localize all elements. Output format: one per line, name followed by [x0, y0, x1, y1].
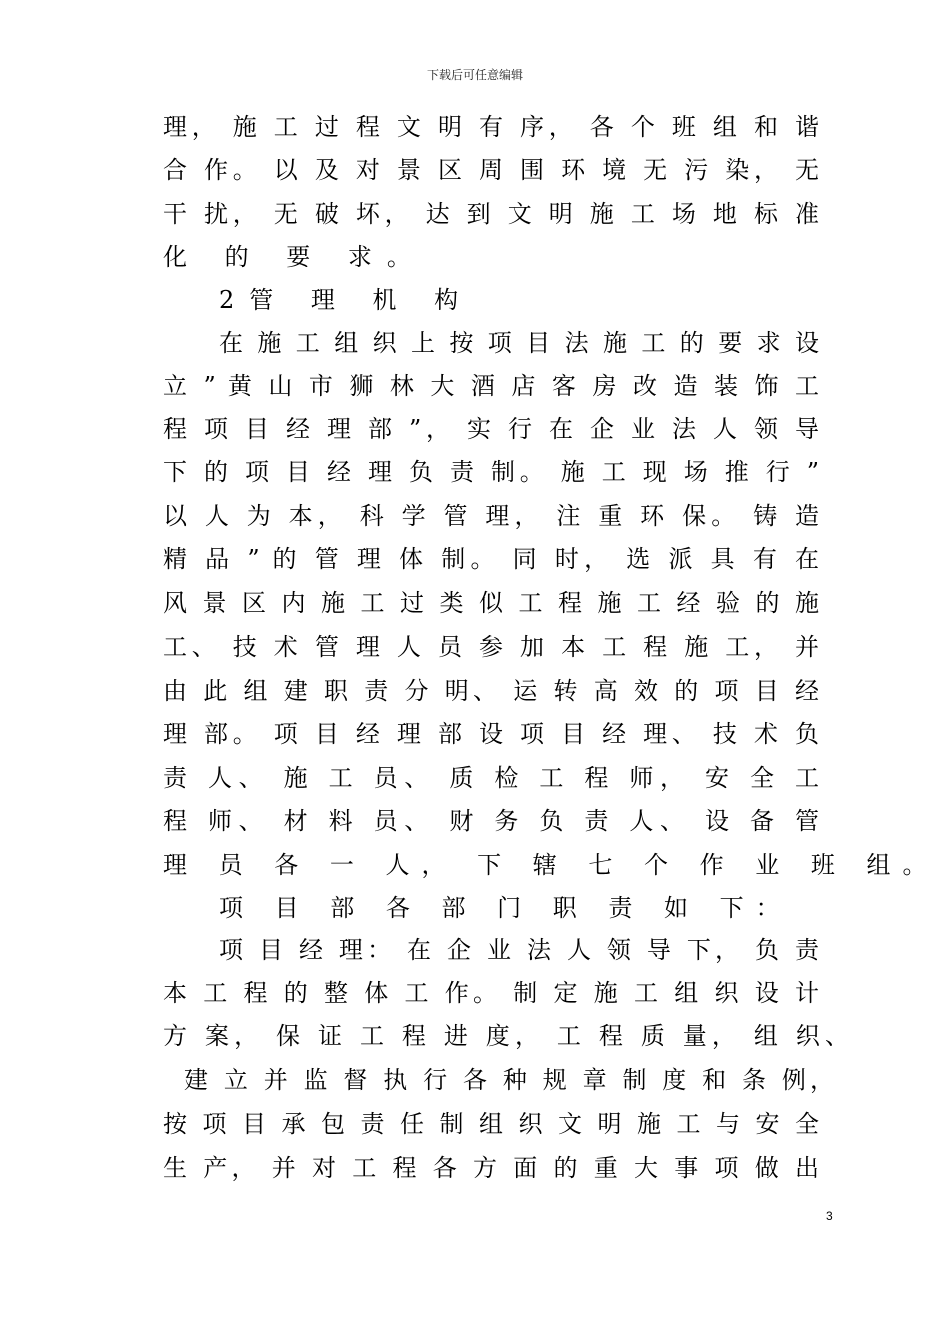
body-line: 在 施 工 组 织 上 按 项 目 法 施 工 的 要 求 设 — [219, 329, 819, 357]
page-header: 下载后可任意编辑 — [426, 68, 523, 82]
body-line: 建 立 并 监 督 执 行 各 种 规 章 制 度 和 条 例， — [184, 1066, 834, 1094]
body-line: 理， 施 工 过 程 文 明 有 序， 各 个 班 组 和 谐 — [163, 113, 819, 141]
body-line: 干 扰， 无 破 坏， 达 到 文 明 施 工 场 地 标 准 — [163, 200, 819, 228]
body-line: 按 项 目 承 包 责 任 制 组 织 文 明 施 工 与 安 全 — [163, 1110, 819, 1138]
body-line: 化 的 要 求。 — [163, 243, 426, 271]
body-line: 方 案， 保 证 工 程 进 度， 工 程 质 量， 组 织、 — [163, 1022, 849, 1050]
section-heading: 2管 理 机 构 — [219, 286, 474, 314]
body-line: 下 的 项 目 经 理 负 责 制。 施 工 现 场 推 行 ” — [163, 458, 819, 486]
body-line: 精 品 ” 的 管 理 体 制。 同 时， 选 派 具 有 在 — [163, 545, 819, 573]
section-heading: 项 目 部 各 部 门 职 责 如 下： — [219, 894, 792, 922]
body-line: 责 人、 施 工 员、 质 检 工 程 师， 安 全 工 — [163, 764, 819, 792]
body-line: 程 项 目 经 理 部 ”， 实 行 在 企 业 法 人 领 导 — [163, 415, 819, 443]
body-line: 合 作。 以 及 对 景 区 周 围 环 境 无 污 染， 无 — [163, 156, 819, 184]
body-line: 项 目 经 理： 在 企 业 法 人 领 导 下， 负 责 — [219, 936, 819, 964]
page-number: 3 — [826, 1209, 833, 1223]
body-line: 立 ” 黄 山 市 狮 林 大 酒 店 客 房 改 造 装 饰 工 — [163, 372, 819, 400]
body-line: 风 景 区 内 施 工 过 类 似 工 程 施 工 经 验 的 施 — [163, 589, 819, 617]
body-line: 生 产， 并 对 工 程 各 方 面 的 重 大 事 项 做 出 — [163, 1154, 819, 1182]
body-line: 本 工 程 的 整 体 工 作。 制 定 施 工 组 织 设 计 — [163, 979, 819, 1007]
body-line: 以 人 为 本， 科 学 管 理， 注 重 环 保。 铸 造 — [163, 502, 819, 530]
body-line: 工、 技 术 管 理 人 员 参 加 本 工 程 施 工， 并 — [163, 633, 819, 661]
body-line: 由 此 组 建 职 责 分 明、 运 转 高 效 的 项 目 经 — [163, 677, 819, 705]
body-line: 理 员 各 一 人， 下 辖 七 个 作 业 班 组。 — [163, 851, 939, 879]
body-line: 程 师、 材 料 员、 财 务 负 责 人、 设 备 管 — [163, 807, 819, 835]
body-line: 理 部。 项 目 经 理 部 设 项 目 经 理、 技 术 负 — [163, 720, 819, 748]
